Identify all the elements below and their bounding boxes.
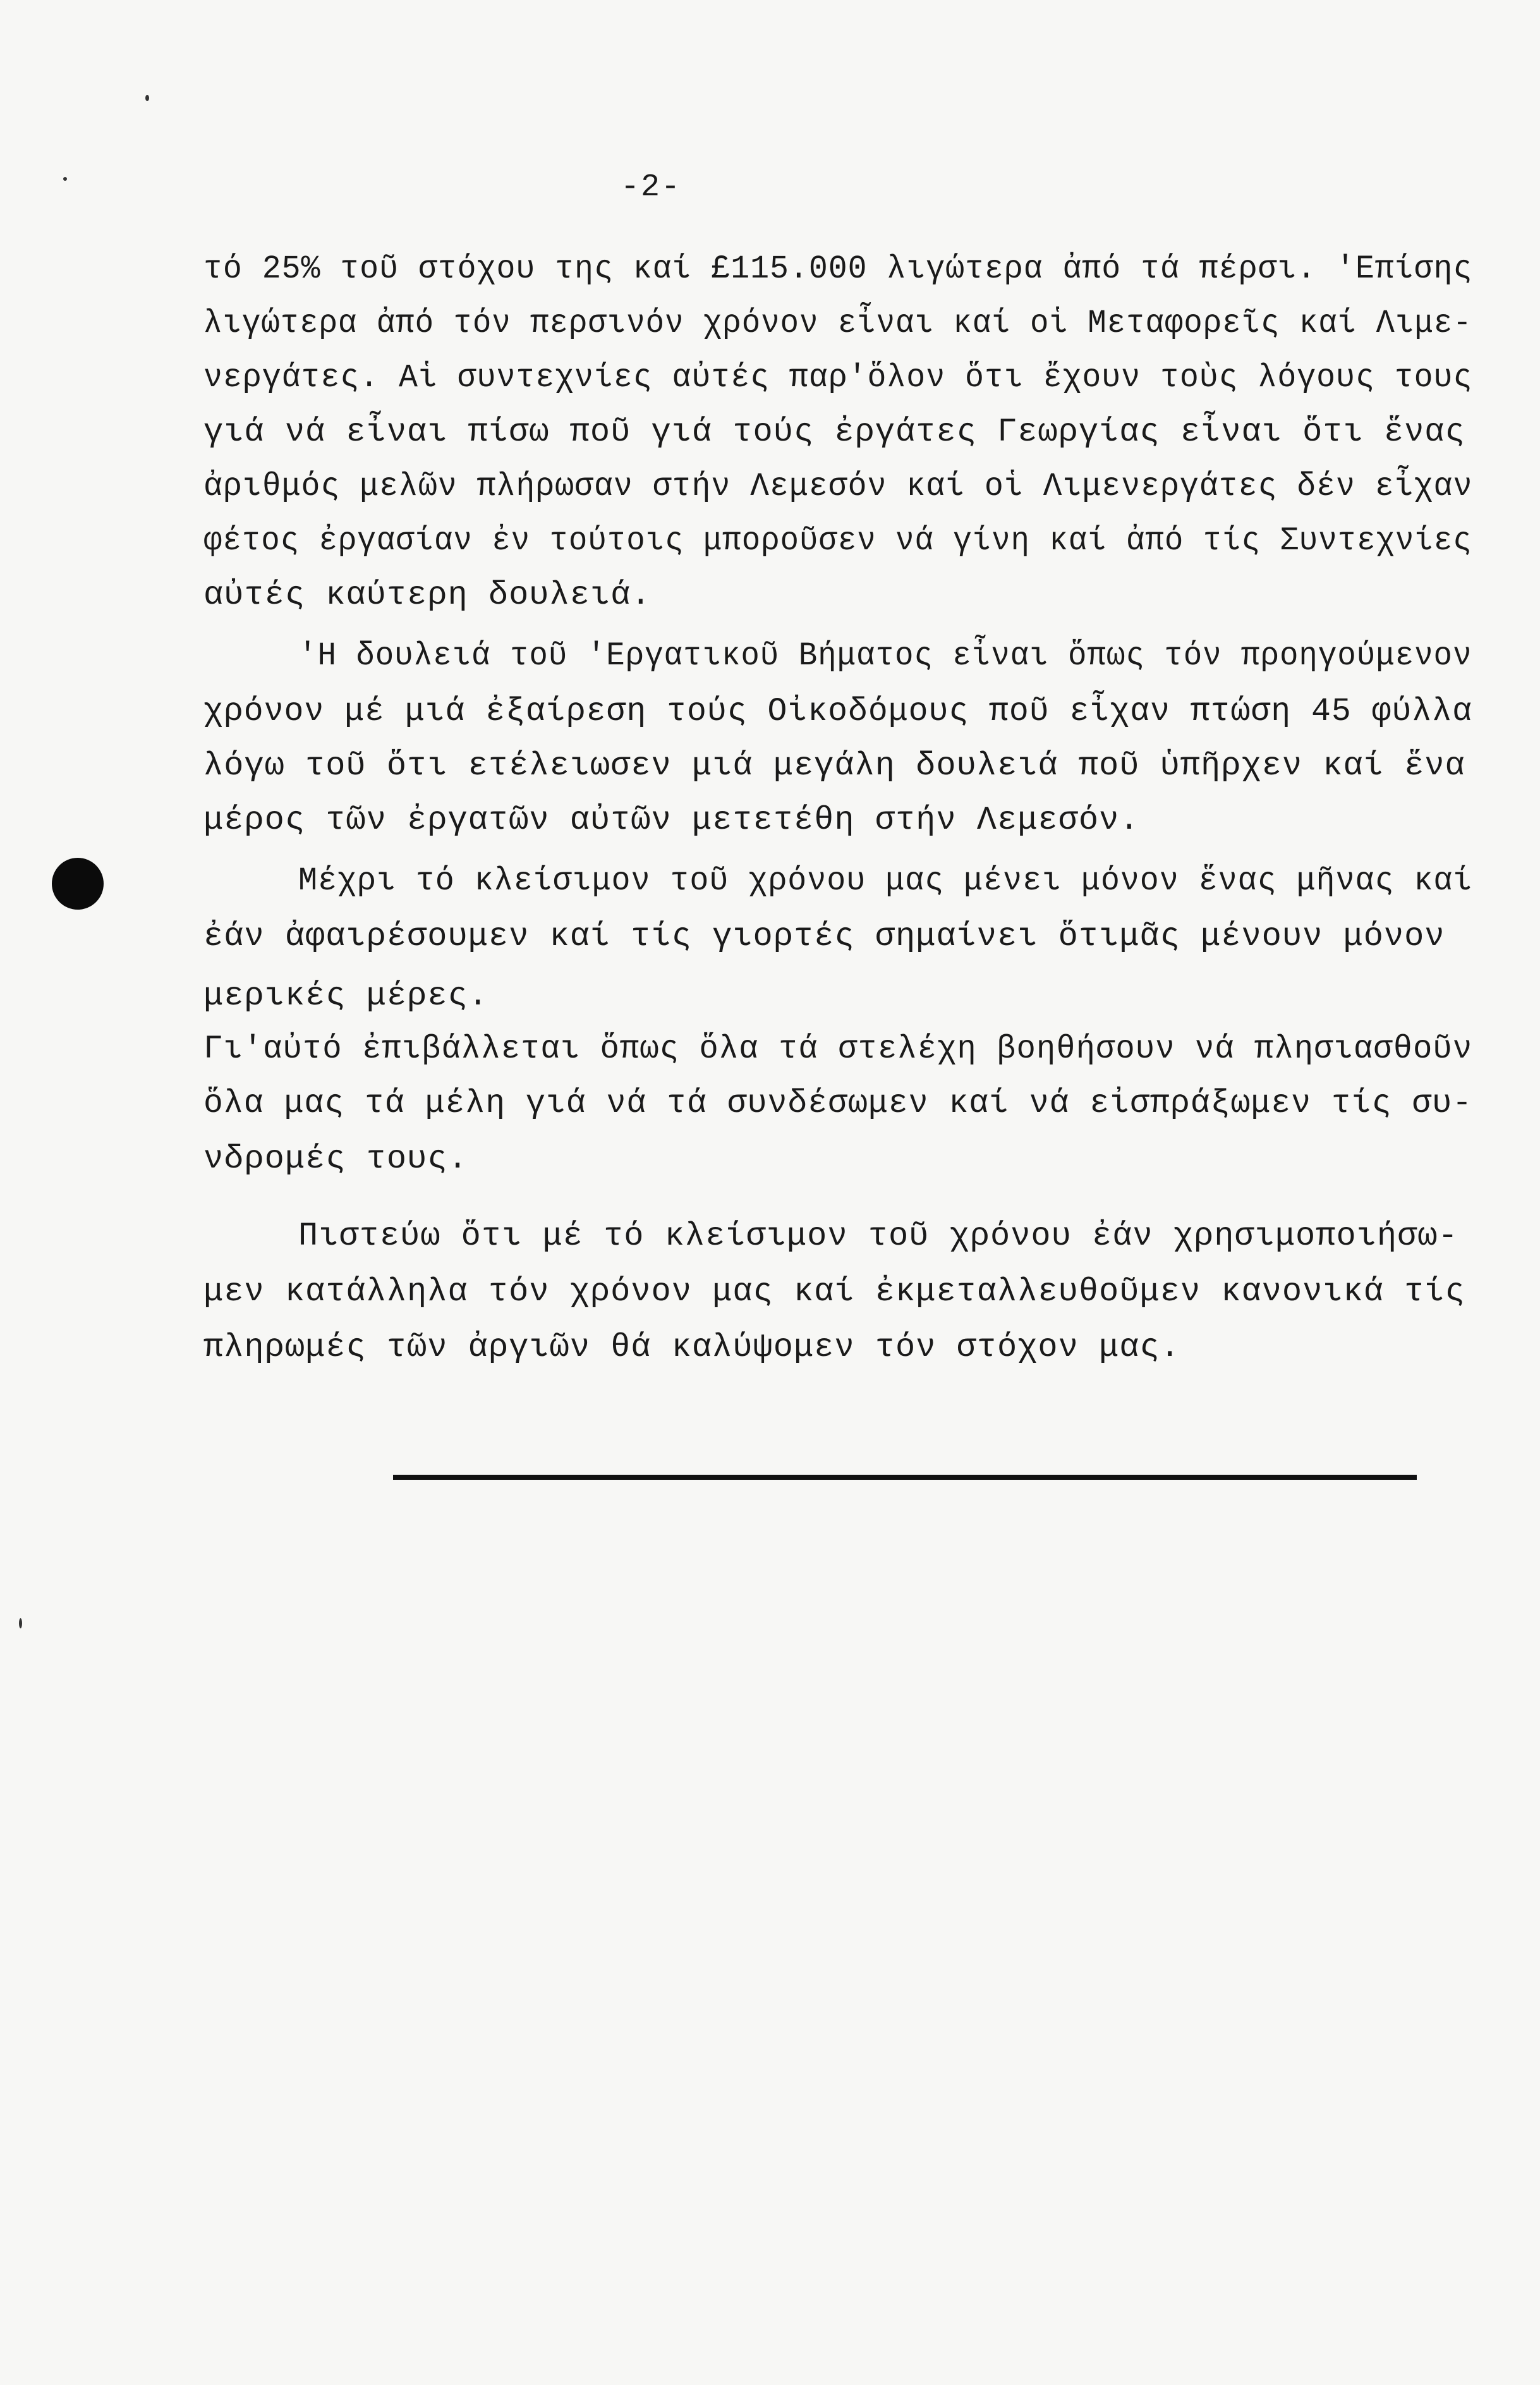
text-line: αὐτές καύτερη δουλειά. xyxy=(203,576,652,614)
text-line: νεργάτες. Αἱ συντεχνίες αὐτές παρ'ὅλον ὅτι ἔχουν τοὺς λόγους τους xyxy=(203,359,1473,396)
page-number: -2- xyxy=(620,169,681,205)
text-line: ἀριθμός μελῶν πλήρωσαν στήν Λεμεσόν καί οἱ Λιμενεργάτες δέν εἶχαν xyxy=(203,468,1473,505)
text-line: χρόνον μέ μιά ἐξαίρεση τούς Οἰκοδόμους ποῦ εἶχαν πτώση 45 φύλλα xyxy=(203,693,1473,730)
text-line: Μέχρι τό κλείσιμον τοῦ χρόνου μας μένει μόνον ἕνας μῆνας καί xyxy=(298,862,1473,900)
text-line: μέρος τῶν ἐργατῶν αὐτῶν μετετέθη στήν Λεμεσόν. xyxy=(203,802,1140,839)
text-line: φέτος ἐργασίαν ἐν τούτοις μποροῦσεν νά γίνη καί ἀπό τίς Συντεχνίες xyxy=(203,522,1472,559)
text-line: τό 25% τοῦ στόχου της καί £115.000 λιγώτερα ἀπό τά πέρσι. 'Επίσης xyxy=(203,250,1473,288)
text-line: ἐάν ἀφαιρέσουμεν καί τίς γιορτές σημαίνει ὅτιμᾶς μένουν μόνον xyxy=(203,918,1445,955)
text-line: πληρωμές τῶν ἀργιῶν θά καλύψομεν τόν στόχον μας. xyxy=(203,1329,1180,1366)
text-line: νδρομές τους. xyxy=(203,1140,468,1178)
punch-hole xyxy=(52,858,104,910)
text-line: μεν κατάλληλα τόν χρόνον μας καί ἐκμεταλλευθοῦμεν κανονικά τίς xyxy=(203,1273,1465,1310)
text-line: λιγώτερα ἀπό τόν περσινόν χρόνον εἶναι καί οἱ Μεταφορεῖς καί Λιμε- xyxy=(203,305,1472,342)
paper-speck xyxy=(145,95,149,101)
text-line: 'Η δουλειά τοῦ 'Εργατικοῦ Βήματος εἶναι ὅπως τόν προηγούμενον xyxy=(298,637,1472,674)
text-line: Γι'αὐτό ἐπιβάλλεται ὅπως ὅλα τά στελέχη βοηθήσουν νά πλησιασθοῦν xyxy=(203,1030,1473,1068)
horizontal-rule xyxy=(393,1475,1417,1480)
text-line: Πιστεύω ὅτι μέ τό κλείσιμον τοῦ χρόνου ἐάν χρησιμοποιήσω- xyxy=(298,1217,1458,1255)
text-line: γιά νά εἶναι πίσω ποῦ γιά τούς ἐργάτες Γεωργίας εἶναι ὅτι ἕνας xyxy=(203,413,1465,451)
text-line: λόγω τοῦ ὅτι ετέλειωσεν μιά μεγάλη δουλειά ποῦ ὑπῆρχεν καί ἕνα xyxy=(203,747,1465,784)
text-line: μερικές μέρες. xyxy=(203,977,488,1015)
paper-speck xyxy=(19,1618,22,1628)
text-line: ὅλα μας τά μέλη γιά νά τά συνδέσωμεν καί νά εἰσπράξωμεν τίς συ- xyxy=(203,1085,1473,1122)
